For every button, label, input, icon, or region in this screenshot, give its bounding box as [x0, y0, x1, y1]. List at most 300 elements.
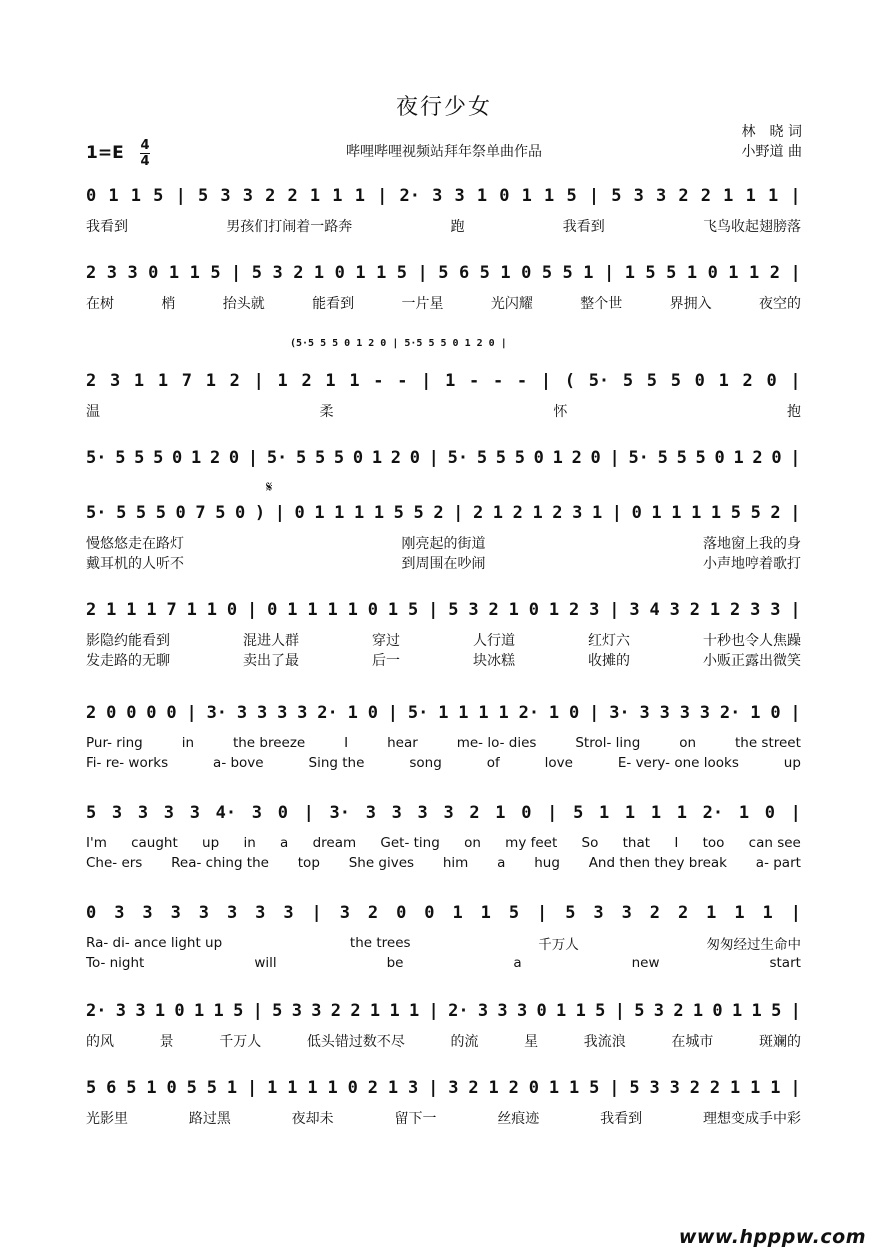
note: 2 [709, 1078, 721, 1098]
note: 2 [390, 448, 402, 468]
note: 0 [771, 448, 782, 468]
barline: | [790, 263, 801, 283]
lyric-word: 卖出了最 [243, 653, 299, 669]
note: 7 [195, 503, 206, 523]
note: 1 [745, 186, 756, 206]
note: 1 [226, 1078, 238, 1098]
note: 5 [153, 186, 164, 206]
lyric-word: 的风 [86, 1034, 114, 1050]
note: 1 [548, 1078, 560, 1098]
note: 3 [115, 1001, 127, 1021]
barline: | [790, 600, 801, 620]
barline: | [253, 371, 264, 391]
note: 5 [566, 186, 577, 206]
note: 2 [689, 1078, 700, 1098]
note: 3 [468, 600, 479, 620]
note: 5 [508, 903, 520, 923]
lyric-word: 收摊的 [588, 653, 630, 669]
note: 5 [670, 371, 681, 391]
lyric-word: in [181, 735, 194, 751]
note: 1 [624, 803, 636, 823]
note: 4· [215, 803, 237, 823]
lyric-word: Ra- di- ance light up [86, 935, 223, 951]
note: 5 [314, 448, 326, 468]
lyric-word: that [622, 835, 651, 851]
note: 3 [391, 803, 402, 823]
note: 2 [86, 263, 97, 283]
lyric-word: Strol- ling [575, 735, 641, 751]
note: 1 [762, 903, 773, 923]
barline: | [790, 1001, 801, 1021]
note: 1 [476, 186, 488, 206]
note: 2 [350, 1001, 361, 1021]
note: 1 [126, 600, 137, 620]
note: - [492, 371, 504, 391]
note: - [516, 371, 528, 391]
barline: | [247, 1078, 258, 1098]
note: 2 [673, 1001, 684, 1021]
lyric-line [86, 533, 801, 553]
note: 1 [750, 1078, 761, 1098]
note: 1 [387, 1078, 399, 1098]
note: 0 [146, 703, 157, 723]
lyric-word: of [486, 755, 500, 771]
note: 1 [624, 263, 635, 283]
note: 2· [448, 1001, 469, 1021]
lyric-word: 能看到 [312, 296, 355, 312]
note: 1 [751, 1001, 762, 1021]
note: 0 [166, 703, 177, 723]
lyric-word: 我流浪 [583, 1034, 626, 1050]
note: 0 [126, 703, 137, 723]
note: 0 [536, 1001, 547, 1021]
note: 1 [307, 1078, 318, 1098]
note: 5 [495, 448, 507, 468]
note: 0 [569, 703, 580, 723]
note: 5 [333, 448, 345, 468]
notation-row [86, 445, 801, 471]
lyric-word: top [297, 855, 320, 871]
note: 5· [628, 448, 649, 468]
note: 2 [86, 600, 97, 620]
note: 0 [714, 448, 725, 468]
note: 0 [228, 448, 240, 468]
lyric-word: 小声地哼着歌打 [703, 556, 801, 572]
composer: 小野道 曲 [741, 144, 802, 160]
note: 3 [109, 371, 121, 391]
note: 1 [676, 803, 687, 823]
note: 1 [728, 263, 739, 283]
lyric-word: 十秒也令人焦躁 [703, 633, 801, 649]
note: 3 [198, 903, 209, 923]
note: 0 [148, 263, 159, 283]
note: 3 [679, 703, 690, 723]
note: 0 [86, 186, 97, 206]
barline: | [547, 803, 558, 823]
note: 1 [325, 371, 336, 391]
note: 3 [189, 803, 200, 823]
barline: | [540, 371, 552, 391]
lyric-word: 男孩们打闹着一路奔 [226, 219, 353, 235]
barline: | [428, 1001, 439, 1021]
note: 1 [277, 371, 288, 391]
note: 5 [86, 1078, 97, 1098]
note: 1 [508, 600, 519, 620]
lyric-line [86, 753, 801, 773]
note: 3 [656, 186, 667, 206]
note: 1 [495, 803, 506, 823]
note: 3 [256, 703, 268, 723]
note: 5 [646, 371, 658, 391]
barline: | [186, 703, 197, 723]
note: 1 [488, 1078, 499, 1098]
note: 1 [347, 703, 358, 723]
note: 5 [565, 903, 576, 923]
note: 5 [272, 1001, 283, 1021]
lyric-word: 景 [159, 1034, 174, 1050]
note: 3 [750, 600, 761, 620]
note: 1 [686, 263, 698, 283]
barline: | [609, 448, 620, 468]
barline: | [614, 1001, 625, 1021]
note: 1 [189, 263, 200, 283]
note: 1 [130, 186, 142, 206]
lyric-word: hear [387, 735, 418, 751]
note: 0 [175, 503, 186, 523]
barline: | [428, 1078, 439, 1098]
note: 1 [738, 803, 750, 823]
note: 0 [106, 703, 117, 723]
note: 0 [424, 903, 435, 923]
lyric-word: She gives [348, 855, 415, 871]
note: 1 [706, 903, 717, 923]
lyric-word: 跑 [450, 219, 465, 235]
lyric-word: my feet [505, 835, 558, 851]
lyric-word: 我看到 [600, 1111, 643, 1127]
note: 3 [226, 903, 238, 923]
note: 3 [242, 186, 253, 206]
lyric-line [86, 401, 801, 421]
note: 1 [376, 263, 387, 283]
time-signature-bottom: 4 [140, 154, 150, 169]
lyric-word: And then they break [588, 855, 727, 871]
lyric-word: 块冰糕 [473, 653, 515, 669]
lyric-word: I [344, 735, 349, 751]
note: 3 [639, 703, 650, 723]
lyric-word: a- part [755, 855, 801, 871]
lyric-word: 抬头就 [222, 296, 265, 312]
note: 2 [571, 448, 582, 468]
note: 1 [355, 263, 366, 283]
lyric-line [86, 933, 801, 953]
note: 6 [458, 263, 470, 283]
note: 5 [116, 503, 127, 523]
notation-row [86, 700, 801, 726]
note: 5 [448, 600, 459, 620]
note: 3 [114, 903, 125, 923]
lyric-word: 飞鸟收起翅膀落 [703, 219, 801, 235]
barline: | [247, 448, 259, 468]
note: 1 [347, 600, 358, 620]
note: 1 [369, 1001, 381, 1021]
note: 2 [330, 1001, 342, 1021]
lyric-word: a- bove [213, 755, 264, 771]
lyric-word: me- lo- dies [456, 735, 537, 751]
barline: | [377, 186, 388, 206]
note: 3 [593, 903, 604, 923]
notation-row [86, 597, 801, 623]
barline: | [589, 703, 600, 723]
watermark: www.hpppw.com [678, 1226, 866, 1248]
lyric-word: To- night [86, 955, 145, 971]
note: 5 [541, 263, 553, 283]
barline: | [790, 803, 801, 823]
note: 3 [297, 703, 308, 723]
barline: | [611, 503, 623, 523]
note: 3 [653, 1001, 665, 1021]
note: 5 [676, 448, 687, 468]
note: 3 [251, 803, 263, 823]
note: 3 [432, 186, 443, 206]
note: 0 [166, 1078, 177, 1098]
barline: | [790, 703, 801, 723]
note: 0 [766, 371, 777, 391]
lyric-word: 刚亮起的街道 [401, 536, 486, 552]
note: 0 [712, 1001, 723, 1021]
note: 1 [480, 903, 491, 923]
note: 1 [710, 503, 722, 523]
note: 1 [389, 1001, 400, 1021]
note: 0 [277, 803, 288, 823]
note: 5 [730, 503, 741, 523]
note: 2 [86, 371, 97, 391]
note: 2 [367, 903, 379, 923]
note: 2 [86, 703, 97, 723]
lyric-word: 光闪耀 [490, 296, 533, 312]
note: 1 [552, 448, 563, 468]
note: 5· [86, 503, 107, 523]
note: 1 [354, 503, 365, 523]
note: 1 [548, 703, 560, 723]
note: 1 [733, 448, 744, 468]
lyric-word: the street [734, 735, 801, 751]
note: ) [254, 503, 266, 523]
lyric-word: will [254, 955, 277, 971]
note: 0 [521, 263, 532, 283]
note: 1 [146, 1078, 157, 1098]
note: 0 [172, 448, 183, 468]
note: 2 [742, 371, 753, 391]
note: 3 [649, 1078, 660, 1098]
note: 3 [629, 600, 640, 620]
lyric-word: the breeze [232, 735, 306, 751]
note: 5 [135, 503, 147, 523]
notation-row [86, 998, 801, 1024]
note: 1 [532, 503, 543, 523]
note: 0 [409, 448, 420, 468]
note: 1 [692, 1001, 704, 1021]
lyric-word: E- very- one looks [617, 755, 739, 771]
note: 1 [373, 503, 385, 523]
note: 1 [521, 186, 532, 206]
note: 1 [575, 1001, 586, 1021]
note: 1 [267, 1078, 278, 1098]
note: 5 [695, 448, 706, 468]
lyric-word: a [280, 835, 289, 851]
lyric-word: 路过黑 [188, 1111, 231, 1127]
note: 5· [407, 703, 429, 723]
lyric-word: Sing the [308, 755, 365, 771]
barline: | [274, 503, 285, 523]
lyric-word: I [674, 835, 679, 851]
note: 3 [699, 703, 711, 723]
note: 3 [272, 263, 283, 283]
note: 0 [86, 903, 97, 923]
note: 5 [629, 1078, 640, 1098]
note: 5 [645, 263, 656, 283]
time-signature-top: 4 [140, 138, 150, 153]
note: 3 [339, 903, 350, 923]
note: 5 [611, 186, 622, 206]
note: 5 [413, 503, 424, 523]
barline: | [252, 1001, 263, 1021]
barline: | [603, 263, 615, 283]
note: 1 [734, 903, 745, 923]
lyric-word: 一片星 [401, 296, 444, 312]
barline: | [790, 903, 801, 923]
note: 3 [163, 803, 175, 823]
note: 5 [206, 1078, 217, 1098]
note: 1 [213, 1001, 224, 1021]
lyric-word: new [631, 955, 660, 971]
note: 3 [255, 903, 266, 923]
lyricist: 林 晓 词 [741, 124, 802, 140]
lyric-word: 低头错过数不尽 [306, 1034, 405, 1050]
lyric-line [86, 630, 801, 650]
lyric-word: 小贩正露出微笑 [703, 653, 801, 669]
note: 3 [111, 803, 123, 823]
notation-row [86, 800, 801, 826]
lyric-word: 千万人 [538, 937, 579, 953]
note: 1 [349, 371, 360, 391]
note: 1 [327, 1078, 338, 1098]
note: 2 [433, 503, 444, 523]
note: 1 [307, 600, 318, 620]
note: 1 [651, 503, 662, 523]
note: 2 [730, 600, 741, 620]
lyric-word: a [513, 955, 522, 971]
barline: | [175, 186, 186, 206]
subtitle: 哔哩哔哩视频站拜年祭单曲作品 [346, 144, 542, 160]
note: 1 [193, 1001, 205, 1021]
note: 3 [291, 1001, 302, 1021]
note: 2 [552, 503, 563, 523]
note: 5 [595, 1001, 606, 1021]
barline: | [247, 600, 258, 620]
note: 5 [750, 503, 761, 523]
barline: | [303, 803, 314, 823]
lyric-word: 我看到 [86, 219, 128, 235]
note: 5 [666, 263, 677, 283]
note: - [397, 371, 408, 391]
note: 2 [301, 371, 312, 391]
barline: | [421, 371, 432, 391]
notation-row [86, 1075, 801, 1101]
note: 1 [750, 703, 761, 723]
note: 3 [106, 263, 117, 283]
note: 5 [215, 503, 226, 523]
note: 0 [590, 448, 601, 468]
note: 5 [115, 448, 126, 468]
note: 1 [445, 371, 456, 391]
lyric-word: on [679, 735, 697, 751]
note: 5· [447, 448, 469, 468]
lyric-word: love [544, 755, 573, 771]
note: 3 [589, 600, 600, 620]
note: 5 [186, 1078, 197, 1098]
lyric-word: 整个世 [580, 296, 623, 312]
note: 1 [408, 1001, 420, 1021]
barline: | [231, 263, 242, 283]
note: 2· [86, 1001, 107, 1021]
barline: | [609, 1078, 620, 1098]
note: 5 [134, 448, 145, 468]
lyric-word: 发走路的无聊 [86, 653, 170, 669]
note: 1 [205, 371, 216, 391]
lyric-word: on [464, 835, 481, 851]
note: 5 [251, 263, 262, 283]
note: 0 [347, 1078, 358, 1098]
barline: | [790, 448, 801, 468]
lyric-word: song [409, 755, 442, 771]
note: 1 [583, 263, 594, 283]
lyric-word: 戴耳机的人听不 [86, 556, 184, 572]
song-title: 夜行少女 [395, 95, 492, 120]
note: 1 [500, 263, 511, 283]
lyric-word: 后一 [372, 653, 400, 669]
note: 1 [544, 186, 555, 206]
note: 0 [528, 600, 539, 620]
lyric-line [86, 833, 801, 853]
notation-row [86, 368, 801, 394]
lyric-word: 到周围在吵闹 [401, 556, 486, 572]
note: 0 [235, 503, 246, 523]
lyric-word: start [769, 955, 801, 971]
note: 5 [233, 1001, 244, 1021]
notation-row [86, 260, 801, 286]
note: 1 [154, 1001, 166, 1021]
lyric-word: a [497, 855, 506, 871]
lyric-line [86, 853, 801, 873]
note: 1 [387, 600, 399, 620]
note: 5· [86, 448, 107, 468]
note: 1 [309, 186, 321, 206]
note: 3 [448, 1078, 459, 1098]
note: 1 [650, 803, 662, 823]
note: 3 [408, 1078, 419, 1098]
note: 4 [649, 600, 660, 620]
note: 0 [764, 803, 775, 823]
barline: | [453, 503, 464, 523]
note: 1 [191, 448, 202, 468]
note: 0 [694, 371, 705, 391]
note: 1 [108, 186, 119, 206]
note: 2 [649, 903, 660, 923]
note: 1 [478, 703, 489, 723]
barline: | [428, 448, 439, 468]
lyric-word: be [386, 955, 404, 971]
note: 5 [476, 448, 488, 468]
